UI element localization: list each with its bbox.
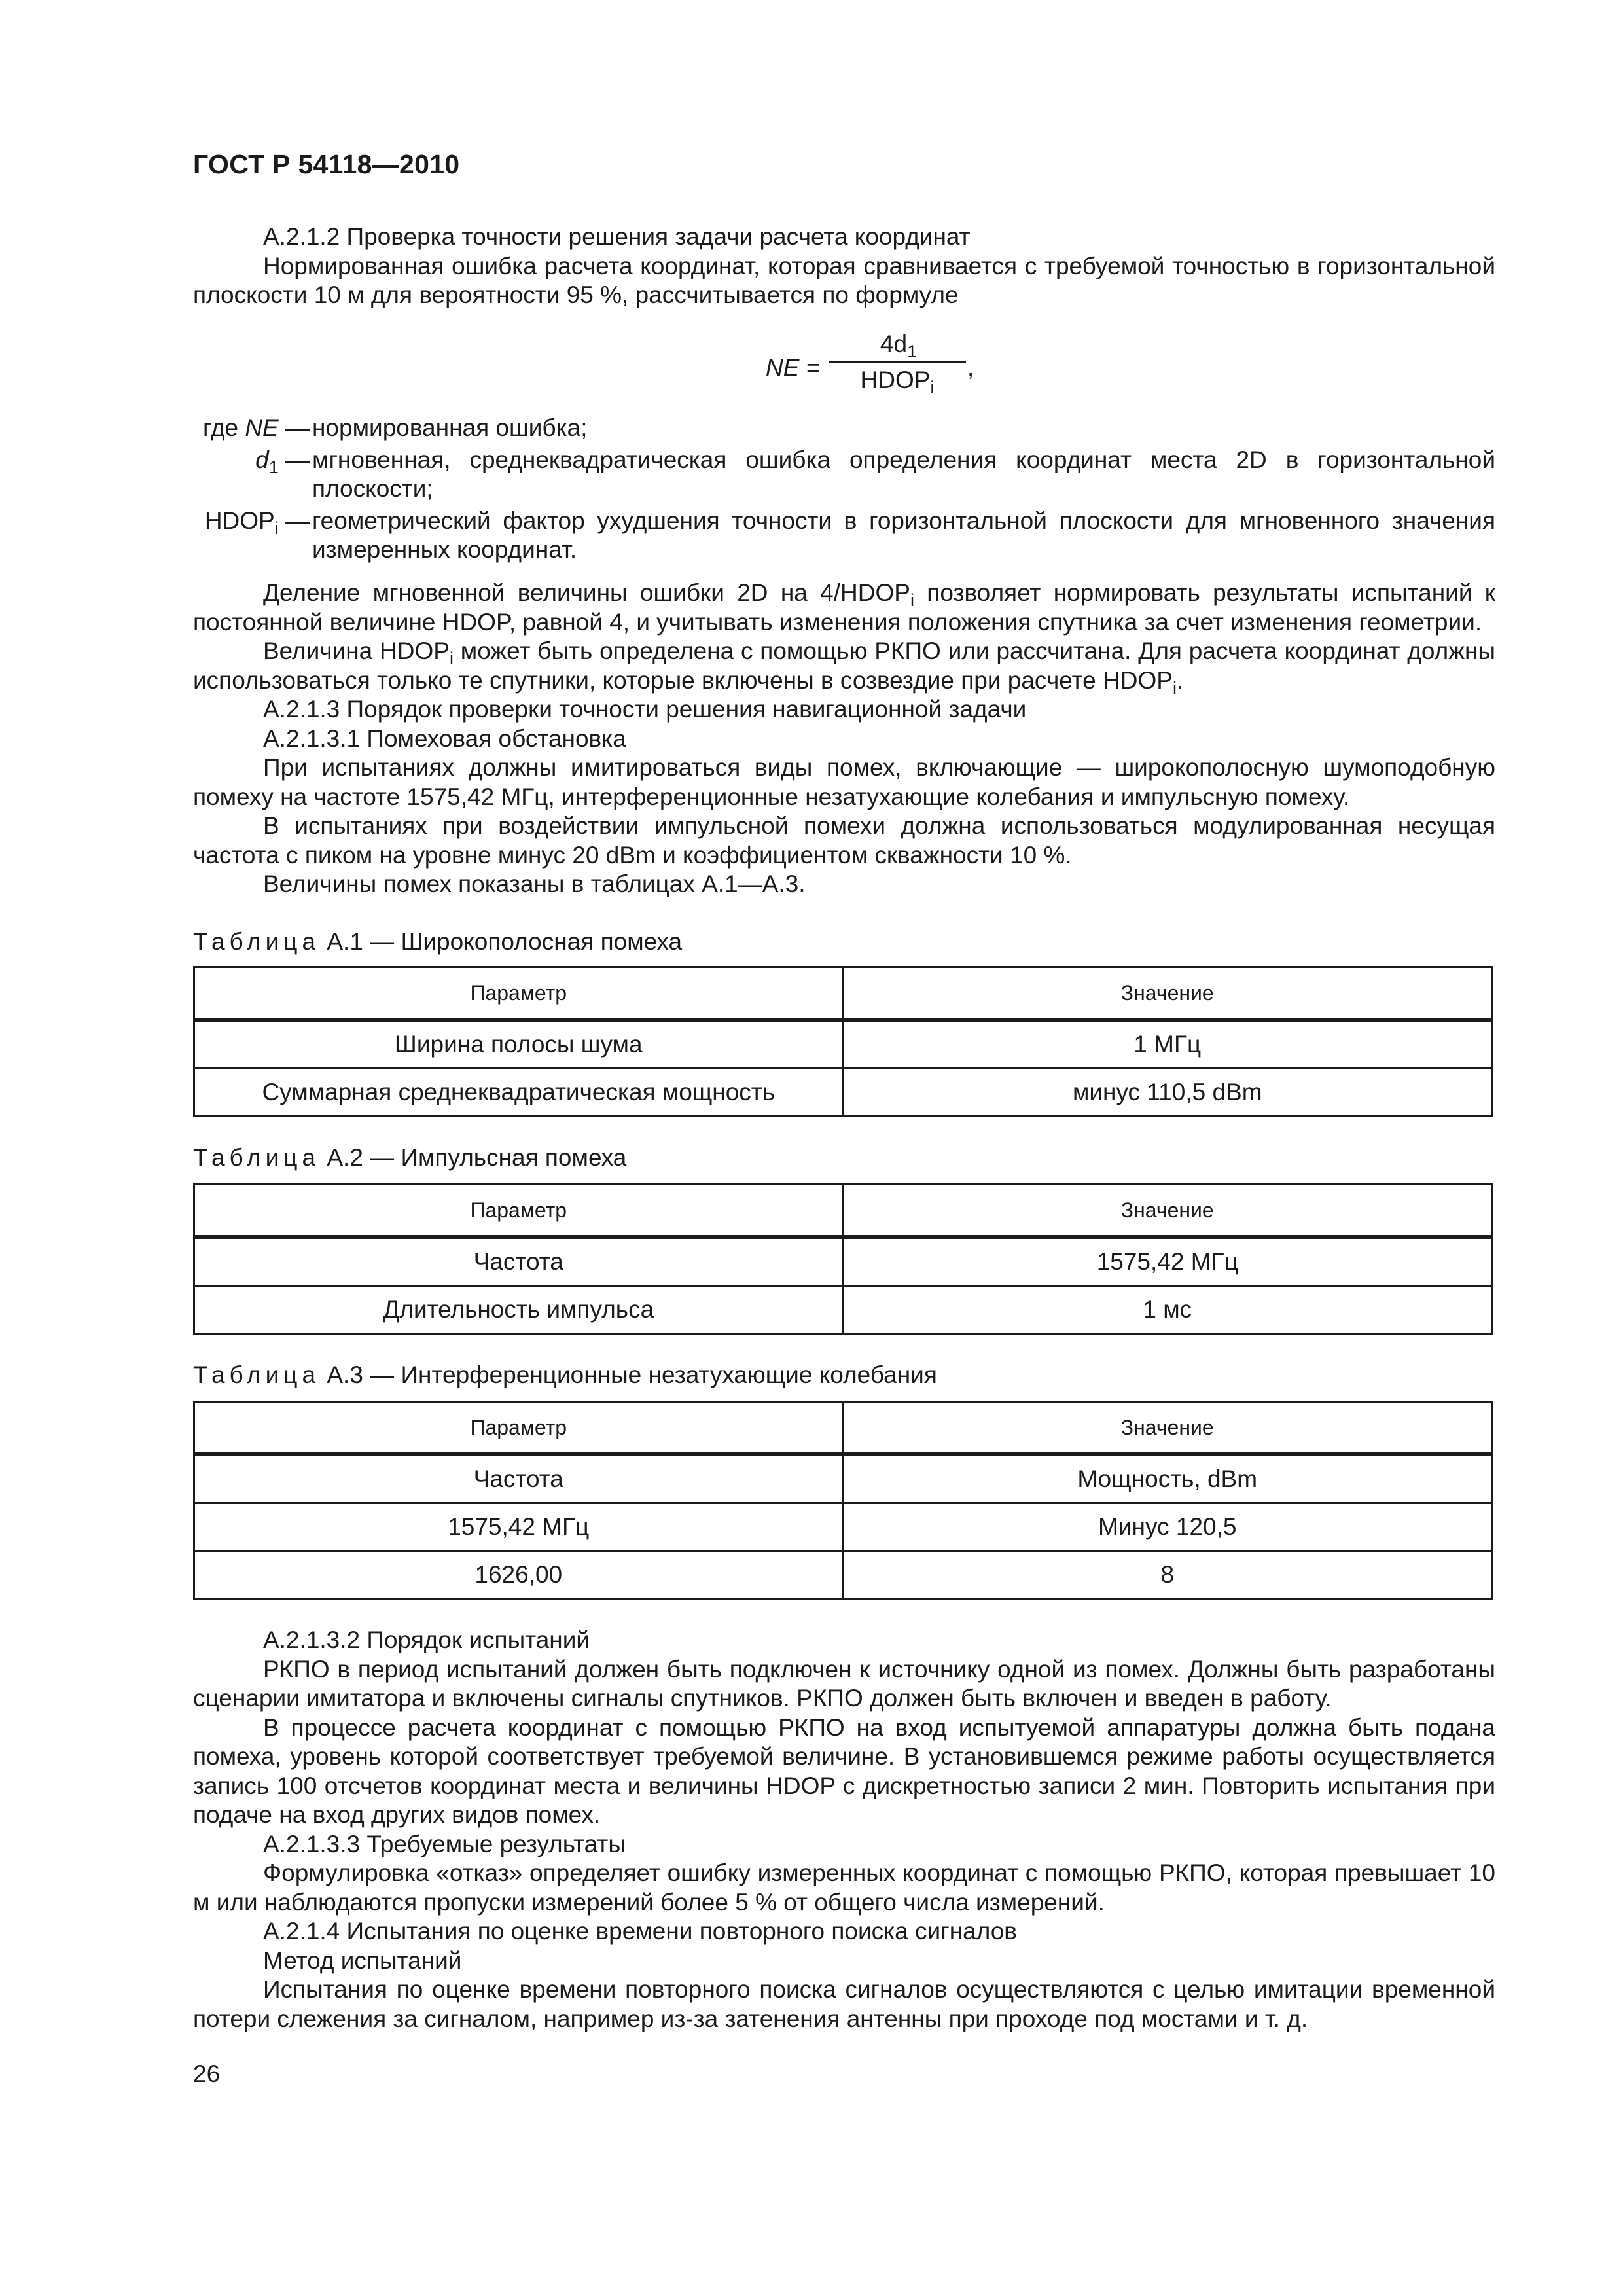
paragraph: Величины помех показаны в таблицах А.1—А.3. (263, 870, 806, 897)
formula-ne (766, 331, 974, 403)
definition-item (193, 414, 1495, 443)
paragraph: В процессе расчета координат с помощью РКПО на вход испытуемой аппаратуры должна быть подана помеха, уровень которой соответствует требуемой величине. В установившемся режиме работы осуществляется запись 100 отсчетов координат места и величины HDOP с дискретностью записи 2 мин. Повторить испытания при подаче на вход других видов помех. (193, 1713, 1495, 1828)
fraction-bar (829, 361, 966, 363)
definitions-list (193, 414, 1495, 565)
table-cell: Мощность, dBm (843, 1454, 1492, 1503)
table-a1 (193, 966, 1493, 1117)
formula-denominator: $HDOP_i$ (860, 367, 935, 397)
definition-text: мгновенная, среднеквадратическая ошибка определения координат места 2D в горизонтальной плоскости; (312, 446, 1495, 502)
table-cell: минус 110,5 dBm (843, 1069, 1492, 1117)
formula-comma: , (967, 354, 974, 381)
table-header-cell: Значение (843, 967, 1492, 1020)
table-cell: 1 мс (843, 1286, 1492, 1334)
paragraph: Величина $HDOP_i$ может быть определена с помощью РКПО или рассчитана. Для расчета координат должны использоваться только те спутники, которые включены в созвездие при расчете $HDOP_i$. (193, 637, 1496, 698)
definition-symbol: $HDOP_i$ — (204, 507, 310, 538)
table-row (194, 1237, 1492, 1286)
table-header-cell: Значение (843, 1402, 1492, 1455)
section-a213 (193, 579, 1495, 899)
definition-item (193, 507, 1495, 565)
table-cell: Длительность импульса (194, 1286, 844, 1334)
formula-equals: = (806, 354, 821, 381)
table-caption: Таблица А.2 — Импульсная помеха (193, 1144, 627, 1171)
table-row (194, 1020, 1492, 1069)
table-cell: Суммарная среднеквадратическая мощность (194, 1069, 844, 1117)
section-title: Метод испытаний (263, 1946, 462, 1974)
table-cell: 1575,42 МГц (843, 1237, 1492, 1286)
table-a2 (193, 1183, 1493, 1335)
table-caption: Таблица А.3 — Интерференционные незатухающие колебания (193, 1361, 937, 1388)
section-a212 (193, 223, 1495, 310)
table-cell: Частота (194, 1454, 844, 1503)
definition-symbol: $d_1$ — (255, 446, 310, 477)
table-cell: 1626,00 (194, 1551, 844, 1599)
table-cell: Частота (194, 1237, 844, 1286)
table-header-cell: Параметр (194, 967, 844, 1020)
paragraph: При испытаниях должны имитироваться виды помех, включающие — широкополосную шумоподобную помеху на частоте 1575,42 МГц, интерференционные незатухающие колебания и импульсную помеху. (193, 754, 1495, 810)
table-header-cell: Значение (843, 1185, 1492, 1238)
section-title: А.2.1.2 Проверка точности решения задачи расчета координат (263, 223, 971, 250)
table-row (194, 1454, 1492, 1503)
table-cell: Минус 120,5 (843, 1503, 1492, 1551)
definition-item (193, 446, 1495, 504)
table-row (194, 1069, 1492, 1117)
section-title: А.2.1.3.3 Требуемые результаты (263, 1830, 626, 1857)
definition-text: нормированная ошибка; (312, 414, 588, 441)
table-cell: 1575,42 МГц (194, 1503, 844, 1551)
paragraph: Формулировка «отказ» определяет ошибку измеренных координат с помощью РКПО, которая превышает 10 м или наблюдаются пропуски измерений более 5 % от общего числа измерений. (193, 1859, 1495, 1916)
section-a2132 (193, 1626, 1495, 2034)
table-caption: Таблица А.1 — Широкополосная помеха (193, 928, 683, 955)
table-header-cell: Параметр (194, 1402, 844, 1455)
paragraph: РКПО в период испытаний должен быть подключен к источнику одной из помех. Должны быть разработаны сценарии имитатора и включены сигналы спутников. РКПО должен быть включен и введен в работу. (193, 1655, 1495, 1712)
definition-text: геометрический фактор ухудшения точности в горизонтальной плоскости для мгновенного значения измеренных координат. (312, 507, 1495, 563)
table-header-cell: Параметр (194, 1185, 844, 1238)
section-title: А.2.1.3 Порядок проверки точности решения навигационной задачи (263, 696, 1027, 723)
table-cell: Ширина полосы шума (194, 1020, 844, 1069)
paragraph: Испытания по оценке времени повторного поиска сигналов осуществляются с целью имитации временной потери слежения за сигналом, например из-за затенения антенны при проходе под мостами и т. д. (193, 1976, 1495, 2032)
section-title: А.2.1.3.2 Порядок испытаний (263, 1626, 590, 1653)
formula-numerator: $4d_1$ (880, 331, 918, 361)
section-title: А.2.1.3.1 Помеховая обстановка (263, 725, 626, 752)
table-row (194, 1503, 1492, 1551)
table-row (194, 1551, 1492, 1599)
document-header: ГОСТ Р 54118—2010 (193, 149, 460, 179)
definition-symbol: где NE — (203, 414, 310, 441)
table-cell: 1 МГц (843, 1020, 1492, 1069)
paragraph: Нормированная ошибка расчета координат, которая сравнивается с требуемой точностью в горизонтальной плоскости 10 м для вероятности 95 %, рассчитывается по формуле (193, 252, 1495, 308)
formula-lhs: NE (766, 354, 800, 381)
paragraph: В испытаниях при воздействии импульсной помехи должна использоваться модулированная несущая частота с пиком на уровне минус 20 dBm и коэффициентом скважности 10 %. (193, 812, 1495, 869)
paragraph: Деление мгновенной величины ошибки 2D на $4/HDOP_i$ позволяет нормировать результаты испытаний к постоянной величине HDOP, равной 4, и учитывать изменения положения спутника за счет изменения геометрии. (193, 579, 1495, 636)
page-number: 26 (193, 2060, 221, 2087)
table-row (194, 1286, 1492, 1334)
table-a3 (193, 1401, 1493, 1600)
table-cell: 8 (843, 1551, 1492, 1599)
section-title: А.2.1.4 Испытания по оценке времени повторного поиска сигналов (263, 1918, 1017, 1945)
